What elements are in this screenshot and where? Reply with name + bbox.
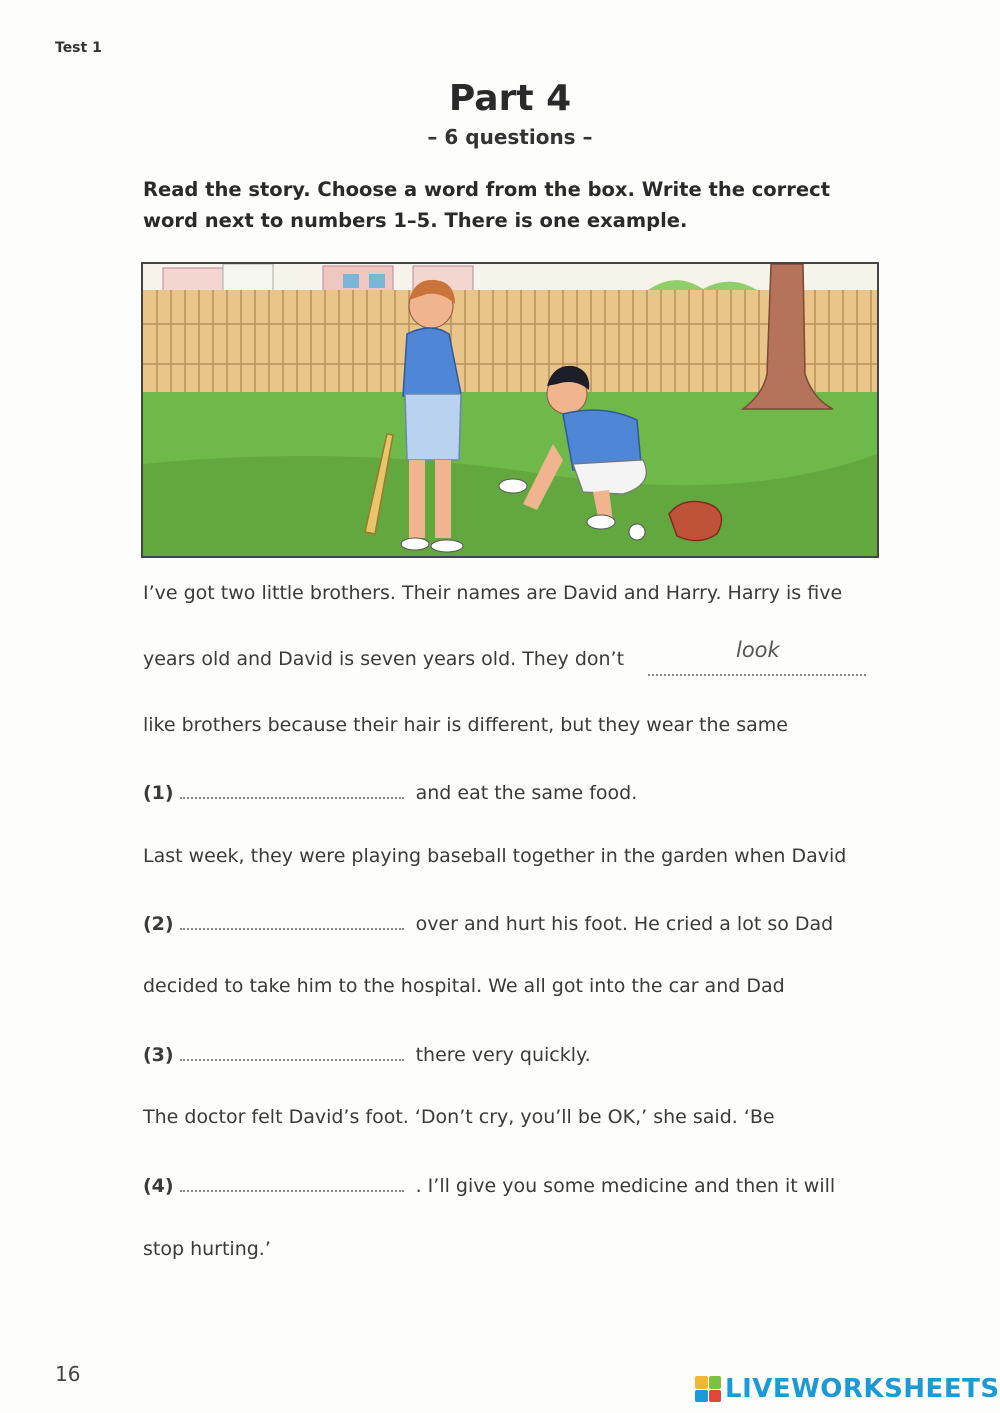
instructions: [143, 174, 863, 236]
brand-name: LIVEWORKSHEETS: [725, 1374, 1000, 1404]
question-2-line: [143, 910, 833, 935]
question-3-number: (3): [143, 1044, 174, 1066]
story-line-3: like brothers because their hair is different, but they wear the same: [143, 714, 788, 736]
page-number: 16: [55, 1362, 81, 1386]
test-label: Test 1: [55, 40, 102, 56]
garden-scene-image: [143, 264, 877, 556]
question-2-number: (2): [143, 913, 174, 935]
question-4-line: [143, 1172, 835, 1197]
question-4-text: . I’ll give you some medicine and then it will: [415, 1175, 836, 1197]
example-answer-blank: [648, 660, 866, 676]
story-line-7: decided to take him to the hospital. We all got into the car and Dad: [143, 975, 785, 997]
question-4-number: (4): [143, 1175, 174, 1197]
instructions-line-1: Read the story. Choose a word from the box. Write the correct: [143, 178, 831, 201]
question-4-blank[interactable]: [180, 1172, 404, 1192]
liveworksheets-icon: [695, 1376, 721, 1402]
page-title: Part 4: [448, 78, 572, 119]
question-3-blank[interactable]: [180, 1041, 404, 1061]
example-answer: look: [736, 638, 780, 662]
question-1-number: (1): [143, 782, 174, 804]
liveworksheets-logo[interactable]: [695, 1374, 1000, 1404]
page-subtitle: – 6 questions –: [427, 125, 593, 149]
story-line-11: stop hurting.’: [143, 1238, 271, 1260]
question-1-blank[interactable]: [180, 779, 404, 799]
story-line-2: years old and David is seven years old. They don’t: [143, 648, 625, 670]
question-3-text: there very quickly.: [415, 1044, 591, 1066]
story-line-5: Last week, they were playing baseball together in the garden when David: [143, 845, 847, 867]
story-line-1: I’ve got two little brothers. Their names are David and Harry. Harry is five: [143, 582, 843, 604]
instructions-line-2: word next to numbers 1–5. There is one example.: [143, 209, 688, 232]
question-3-line: [143, 1041, 591, 1066]
story-illustration: [141, 262, 879, 558]
question-1-line: [143, 779, 637, 804]
question-2-blank[interactable]: [180, 910, 404, 930]
question-2-text: over and hurt his foot. He cried a lot so Dad: [415, 913, 834, 935]
question-1-text: and eat the same food.: [415, 782, 638, 804]
story-line-9: The doctor felt David’s foot. ‘Don’t cry, you’ll be OK,’ she said. ‘Be: [143, 1106, 775, 1128]
